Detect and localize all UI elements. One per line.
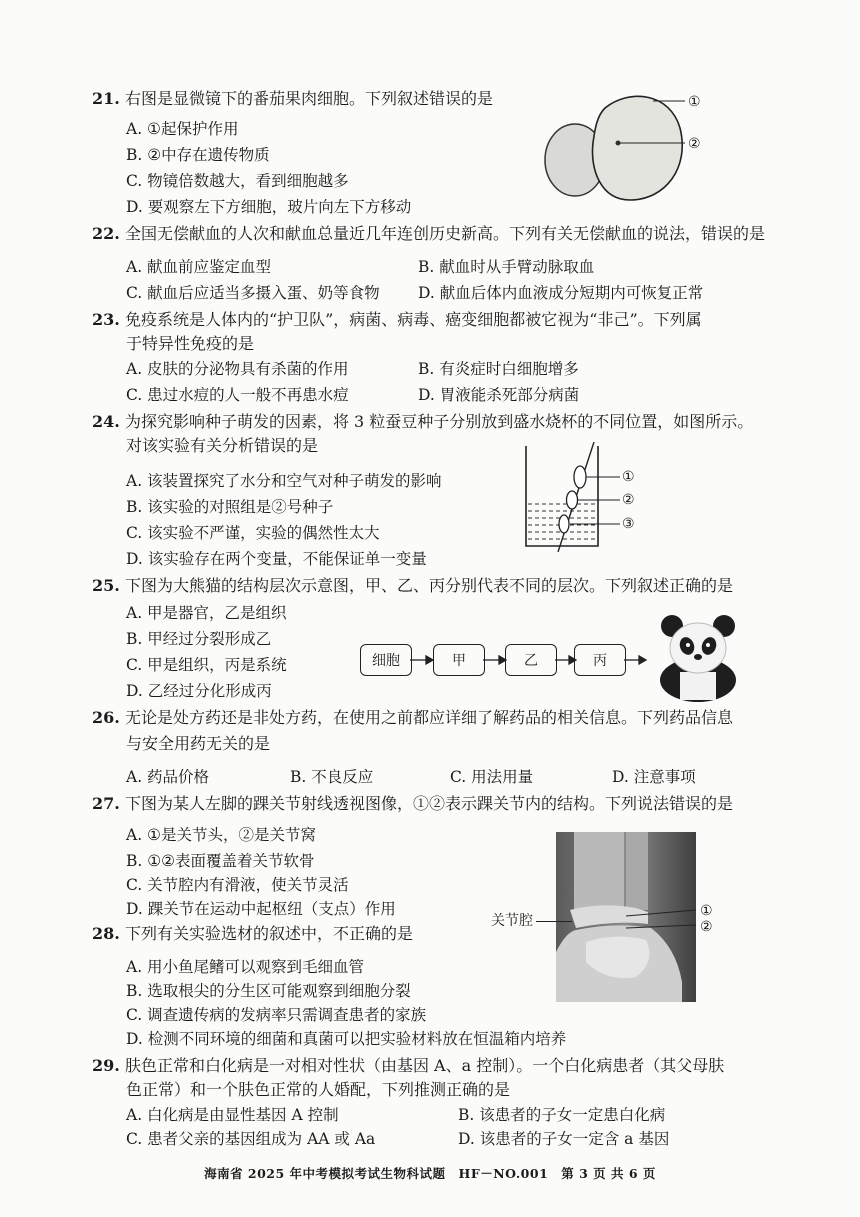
q22-option-a: A. 献血前应鉴定血型 [126,258,272,276]
q28-option-b: B. 选取根尖的分生区可能观察到细胞分裂 [126,982,411,1000]
question-29-stem-cont: 色正常）和一个肤色正常的人婚配，下列推测正确的是 [126,1080,511,1099]
q24-option-b: B. 该实验的对照组是②号种子 [126,498,334,516]
q24-option-a: A. 该装置探究了水分和空气对种子萌发的影响 [126,472,442,490]
hierarchy-box-yi: 乙 [505,644,557,676]
ankle-xray-image [556,832,696,1002]
q27-option-a: A. ①是关节头，②是关节窝 [126,826,316,844]
question-24-stem: 24. 为探究影响种子萌发的因素，将 3 粒蚕豆种子分别放到盛水烧杯的不同位置，如图所示。 [92,412,754,431]
q24-option-c: C. 该实验不严谨，实验的偶然性太大 [126,524,380,542]
q24-label-3: ③ [622,516,635,532]
q25-option-d: D. 乙经过分化形成丙 [126,682,272,700]
question-28-stem: 28. 下列有关实验选材的叙述中，不正确的是 [92,924,413,943]
question-23-stem: 23. 免疫系统是人体内的“护卫队”，病菌、病毒、癌变细胞都被它视为“非己”。下列属 [92,310,702,329]
question-27-stem: 27. 下图为某人左脚的踝关节射线透视图像，①②表示踝关节内的结构。下列说法错误的是 [92,794,733,813]
hierarchy-box-cell: 细胞 [360,644,412,676]
page-footer: 海南省 2025 年中考模拟考试生物科试题 HF－NO.001 第 3 页 共 6 页 [204,1166,656,1181]
q28-option-d: D. 检测不同环境的细菌和真菌可以把实验材料放在恒温箱内培养 [126,1030,567,1048]
q21-label-1: ① [688,94,701,110]
q28-option-a: A. 用小鱼尾鳍可以观察到毛细血管 [126,958,365,976]
q25-option-c: C. 甲是组织，丙是系统 [126,656,287,674]
question-21-stem: 21. 右图是显微镜下的番茄果肉细胞。下列叙述错误的是 [92,89,493,108]
question-22-stem: 22. 全国无偿献血的人次和献血总量近几年连创历史新高。下列有关无偿献血的说法，错误的是 [92,224,765,243]
question-24-stem-cont: 对该实验有关分析错误的是 [126,436,319,455]
q29-option-c: C. 患者父亲的基因组成为 AA 或 Aa [126,1130,376,1148]
question-23-stem-cont: 于特异性免疫的是 [126,334,255,353]
q22-option-c: C. 献血后应适当多摄入蛋、奶等食物 [126,284,380,302]
q29-option-b: B. 该患者的子女一定患白化病 [458,1106,666,1124]
q27-option-d: D. 踝关节在运动中起枢纽（支点）作用 [126,900,396,918]
q23-option-b: B. 有炎症时白细胞增多 [418,360,579,378]
q25-option-b: B. 甲经过分裂形成乙 [126,630,272,648]
q29-option-a: A. 白化病是由显性基因 A 控制 [126,1106,339,1124]
q27-joint-cavity-leader [536,921,572,922]
beaker-seed-figure [520,442,630,552]
q26-option-c: C. 用法用量 [450,768,534,786]
q21-option-d: D. 要观察左下方细胞，玻片向左下方移动 [126,198,412,216]
question-26-stem: 26. 无论是处方药还是非处方药，在使用之前都应详细了解药品的相关信息。下列药品信息 [92,708,733,727]
q21-option-a: A. ①起保护作用 [126,120,239,138]
q26-option-b: B. 不良反应 [290,768,374,786]
q21-label-2: ② [688,136,701,152]
q23-option-a: A. 皮肤的分泌物具有杀菌的作用 [126,360,349,378]
q27-option-c: C. 关节腔内有滑液，使关节灵活 [126,876,349,894]
q27-label-2: ② [700,919,713,935]
hierarchy-box-jia: 甲 [433,644,485,676]
q27-label-joint-cavity: 关节腔 [491,913,533,929]
q24-label-1: ① [622,469,635,485]
panda-image [656,610,740,702]
q28-option-c: C. 调查遗传病的发病率只需调查患者的家族 [126,1006,427,1024]
q26-option-a: A. 药品价格 [126,768,210,786]
question-29-stem: 29. 肤色正常和白化病是一对相对性状（由基因 A、a 控制）。一个白化病患者（其父母肤 [92,1056,725,1075]
q24-option-d: D. 该实验存在两个变量，不能保证单一变量 [126,550,427,568]
q26-option-d: D. 注意事项 [612,768,696,786]
q29-option-d: D. 该患者的子女一定含 a 基因 [458,1130,670,1148]
question-25-stem: 25. 下图为大熊猫的结构层次示意图，甲、乙、丙分别代表不同的层次。下列叙述正确的是 [92,576,733,595]
q25-option-a: A. 甲是器官，乙是组织 [126,604,287,622]
q22-option-b: B. 献血时从手臂动脉取血 [418,258,595,276]
q22-option-d: D. 献血后体内血液成分短期内可恢复正常 [418,284,704,302]
hierarchy-box-bing: 丙 [574,644,626,676]
q23-option-d: D. 胃液能杀死部分病菌 [418,386,580,404]
question-26-stem-cont: 与安全用药无关的是 [126,734,271,753]
q27-option-b: B. ①②表面覆盖着关节软骨 [126,852,315,870]
q24-label-2: ② [622,492,635,508]
q23-option-c: C. 患过水痘的人一般不再患水痘 [126,386,349,404]
q21-option-b: B. ②中存在遗传物质 [126,146,270,164]
q27-label-1: ① [700,903,713,919]
q21-option-c: C. 物镜倍数越大，看到细胞越多 [126,172,349,190]
